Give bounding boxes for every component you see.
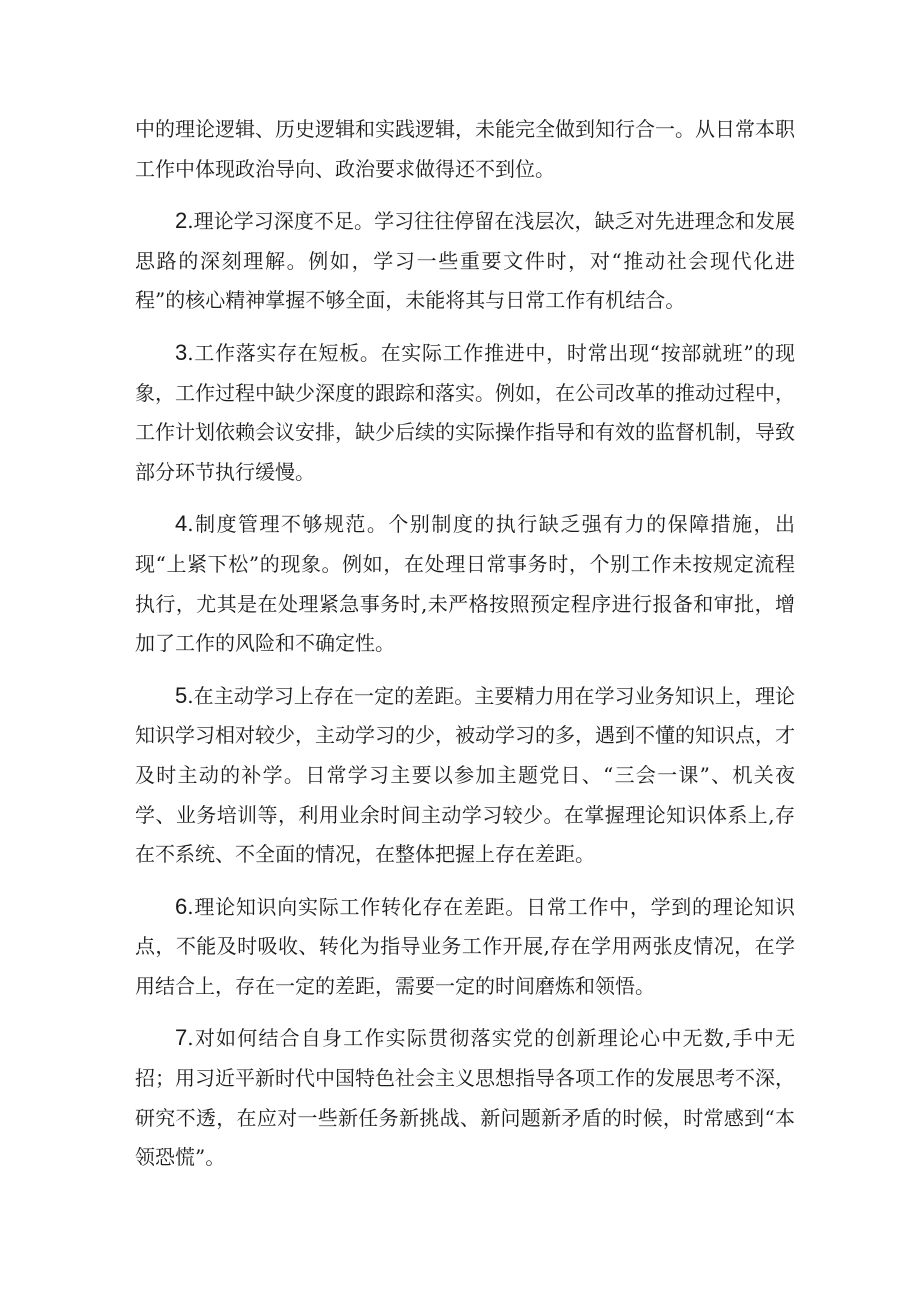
paragraph-text: .在主动学习上存在一定的差距。主要精力用在学习业务知识上，理论知识学习相对较少，主动学习的少，被动学习的多，遇到不懂的知识点，才及时主动的补学。日常学习主要以参加主题党日、“三会一课”、机关夜学、业务培训等，利用业余时间主动学习较少。在掌握理论知识体系上,存在不系统、不全面的情况，在整体把握上存在差距。	[135, 683, 795, 867]
paragraph-text: .对如何结合自身工作实际贯彻落实党的创新理论心中无数,手中无招；用习近平新时代中国特色社会主义思想指导各项工作的发展思考不深，研究不透，在应对一些新任务新挑战、新问题新矛盾的时候，时常感到“本领恐慌”。	[135, 1026, 795, 1170]
paragraph-item-5	[135, 676, 795, 875]
paragraph-number: 6	[175, 893, 188, 919]
paragraph-text: .制度管理不够规范。个别制度的执行缺乏强有力的保障措施，出现“上紧下松”的现象。例如，在处理日常事务时，个别工作未按规定流程执行，尤其是在处理紧急事务时,未严格按照预定程序进行报备和审批，增加了工作的风险和不确定性。	[135, 512, 795, 656]
paragraph-item-7	[135, 1018, 795, 1177]
paragraph-text: .理论学习深度不足。学习往往停留在浅层次，缺乏对先进理念和发展思路的深刻理解。例如，学习一些重要文件时，对“推动社会现代化进程”的核心精神掌握不够全面，未能将其与日常工作有机结合。	[135, 209, 795, 313]
paragraph-number: 4	[175, 511, 188, 537]
paragraph-number: 7	[175, 1025, 188, 1051]
paragraph-text: .工作落实存在短板。在实际工作推进中，时常出现“按部就班”的现象，工作过程中缺少深度的跟踪和落实。例如，在公司改革的推动过程中，工作计划依赖会议安排，缺少后续的实际操作指导和有效的监督机制，导致部分环节执行缓慢。	[135, 340, 795, 484]
paragraph-continuation	[135, 110, 795, 189]
paragraph-item-3	[135, 333, 795, 492]
paragraph-number: 2	[175, 208, 188, 234]
paragraph-text: 中的理论逻辑、历史逻辑和实践逻辑，未能完全做到知行合一。从日常本职工作中体现政治导向、政治要求做得还不到位。	[135, 117, 795, 181]
paragraph-number: 5	[175, 682, 188, 708]
paragraph-item-6	[135, 887, 795, 1007]
paragraph-text: .理论知识向实际工作转化存在差距。日常工作中，学到的理论知识点，不能及时吸收、转化为指导业务工作开展,存在学用两张皮情况，在学用结合上，存在一定的差距，需要一定的时间磨炼和领悟。	[135, 894, 795, 998]
paragraph-number: 3	[175, 339, 188, 365]
paragraph-item-2	[135, 201, 795, 321]
document-body	[135, 110, 795, 1178]
paragraph-item-4	[135, 504, 795, 663]
